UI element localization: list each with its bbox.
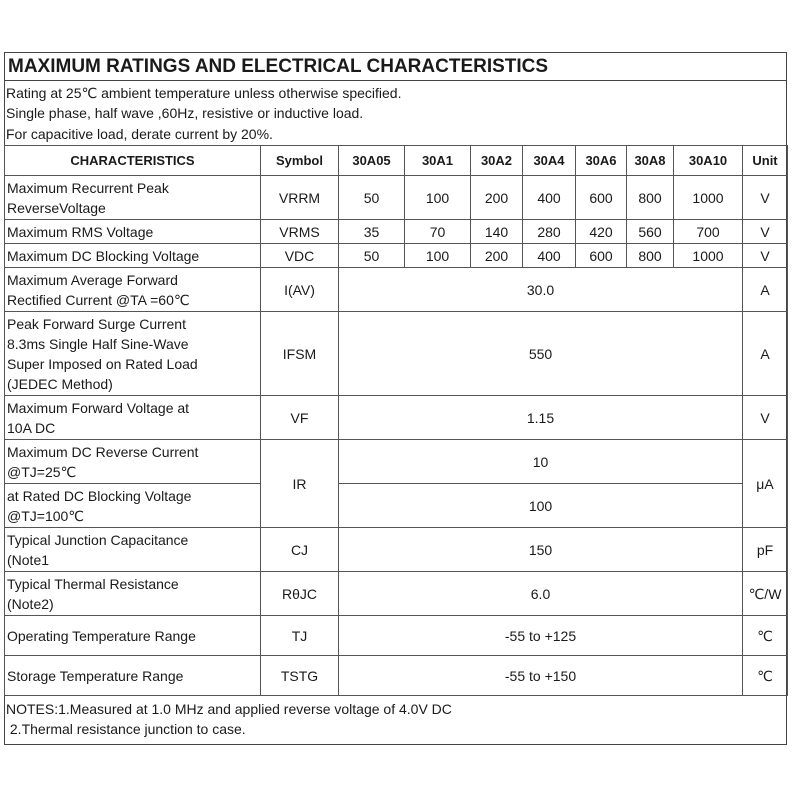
symbol-vf: VF — [261, 396, 339, 440]
symbol-ir: IR — [261, 440, 339, 528]
value-vrrm-30a1: 100 — [405, 176, 471, 220]
header-part-30a4: 30A4 — [523, 146, 576, 176]
value-vrms-30a10: 700 — [674, 220, 743, 244]
value-vdc-30a2: 200 — [471, 244, 523, 268]
header-characteristics: CHARACTERISTICS — [5, 146, 261, 176]
value-tstg: -55 to +150 — [339, 656, 743, 696]
label-ifsm: Peak Forward Surge Current 8.3ms Single Half Sine-Wave Super Imposed on Rated Load (JEDEC Method) — [5, 312, 261, 396]
label-cj: Typical Junction Capacitance (Note1 — [5, 528, 261, 572]
value-vf: 1.15 — [339, 396, 743, 440]
header-part-30a6: 30A6 — [576, 146, 627, 176]
label-tstg: Storage Temperature Range — [5, 656, 261, 696]
value-vrrm-30a10: 1000 — [674, 176, 743, 220]
row-rth — [5, 572, 788, 616]
symbol-tj: TJ — [261, 616, 339, 656]
value-vrrm-30a2: 200 — [471, 176, 523, 220]
value-rth: 6.0 — [339, 572, 743, 616]
value-cj: 150 — [339, 528, 743, 572]
header-part-30a1: 30A1 — [405, 146, 471, 176]
label-vrms: Maximum RMS Voltage — [5, 220, 261, 244]
symbol-tstg: TSTG — [261, 656, 339, 696]
symbol-rth: RθJC — [261, 572, 339, 616]
label-iav: Maximum Average Forward Rectified Current @TA =60℃ — [5, 268, 261, 312]
symbol-cj: CJ — [261, 528, 339, 572]
row-vrms — [5, 220, 788, 244]
unit-vf: V — [743, 396, 788, 440]
value-vrms-30a6: 420 — [576, 220, 627, 244]
label-vdc: Maximum DC Blocking Voltage — [5, 244, 261, 268]
row-tj — [5, 616, 788, 656]
section-title: MAXIMUM RATINGS AND ELECTRICAL CHARACTERISTICS — [5, 52, 787, 81]
unit-ifsm: A — [743, 312, 788, 396]
row-vdc — [5, 244, 788, 268]
symbol-vrrm: VRRM — [261, 176, 339, 220]
value-vrms-30a05: 35 — [339, 220, 405, 244]
value-ir-100c: 100 — [339, 484, 743, 528]
row-ir-100c — [5, 484, 788, 528]
header-part-30a2: 30A2 — [471, 146, 523, 176]
row-ir-25c — [5, 440, 788, 484]
label-rth: Typical Thermal Resistance (Note2) — [5, 572, 261, 616]
value-vrms-30a8: 560 — [627, 220, 674, 244]
symbol-vrms: VRMS — [261, 220, 339, 244]
unit-tj: ℃ — [743, 616, 788, 656]
unit-iav: A — [743, 268, 788, 312]
ratings-table — [4, 145, 788, 696]
unit-ir: μA — [743, 440, 788, 528]
note-2: 2.Thermal resistance junction to case. — [6, 721, 246, 737]
label-ir-25c: Maximum DC Reverse Current @TJ=25℃ — [5, 440, 261, 484]
unit-vdc: V — [743, 244, 788, 268]
unit-cj: pF — [743, 528, 788, 572]
symbol-vdc: VDC — [261, 244, 339, 268]
value-vdc-30a4: 400 — [523, 244, 576, 268]
note-1: NOTES:1.Measured at 1.0 MHz and applied reverse voltage of 4.0V DC — [6, 701, 452, 717]
value-vrrm-30a05: 50 — [339, 176, 405, 220]
label-ir-100c: at Rated DC Blocking Voltage @TJ=100℃ — [5, 484, 261, 528]
symbol-ifsm: IFSM — [261, 312, 339, 396]
row-cj — [5, 528, 788, 572]
header-part-30a10: 30A10 — [674, 146, 743, 176]
row-ifsm — [5, 312, 788, 396]
label-vrrm: Maximum Recurrent Peak ReverseVoltage — [5, 176, 261, 220]
value-vrrm-30a6: 600 — [576, 176, 627, 220]
intro-line-derate: For capacitive load, derate current by 20%. — [6, 126, 273, 142]
unit-tstg: ℃ — [743, 656, 788, 696]
value-vdc-30a8: 800 — [627, 244, 674, 268]
value-iav: 30.0 — [339, 268, 743, 312]
row-tstg — [5, 656, 788, 696]
header-symbol: Symbol — [261, 146, 339, 176]
row-iav — [5, 268, 788, 312]
value-vdc-30a6: 600 — [576, 244, 627, 268]
value-vdc-30a10: 1000 — [674, 244, 743, 268]
value-vrms-30a4: 280 — [523, 220, 576, 244]
value-tj: -55 to +125 — [339, 616, 743, 656]
label-vf: Maximum Forward Voltage at 10A DC — [5, 396, 261, 440]
unit-vrrm: V — [743, 176, 788, 220]
label-tj: Operating Temperature Range — [5, 616, 261, 656]
value-vrrm-30a8: 800 — [627, 176, 674, 220]
unit-vrms: V — [743, 220, 788, 244]
value-vdc-30a1: 100 — [405, 244, 471, 268]
intro-line-ambient: Rating at 25℃ ambient temperature unless otherwise specified. — [6, 85, 402, 101]
intro-line-load: Single phase, half wave ,60Hz, resistive or inductive load. — [6, 105, 364, 121]
unit-rth: ℃/W — [743, 572, 788, 616]
value-ifsm: 550 — [339, 312, 743, 396]
value-vrms-30a2: 140 — [471, 220, 523, 244]
row-vrrm — [5, 176, 788, 220]
value-ir-25c: 10 — [339, 440, 743, 484]
value-vrms-30a1: 70 — [405, 220, 471, 244]
notes-block — [6, 699, 452, 739]
header-row — [5, 146, 788, 176]
value-vrrm-30a4: 400 — [523, 176, 576, 220]
header-unit: Unit — [743, 146, 788, 176]
header-part-30a05: 30A05 — [339, 146, 405, 176]
value-vdc-30a05: 50 — [339, 244, 405, 268]
row-vf — [5, 396, 788, 440]
header-part-30a8: 30A8 — [627, 146, 674, 176]
symbol-iav: I(AV) — [261, 268, 339, 312]
